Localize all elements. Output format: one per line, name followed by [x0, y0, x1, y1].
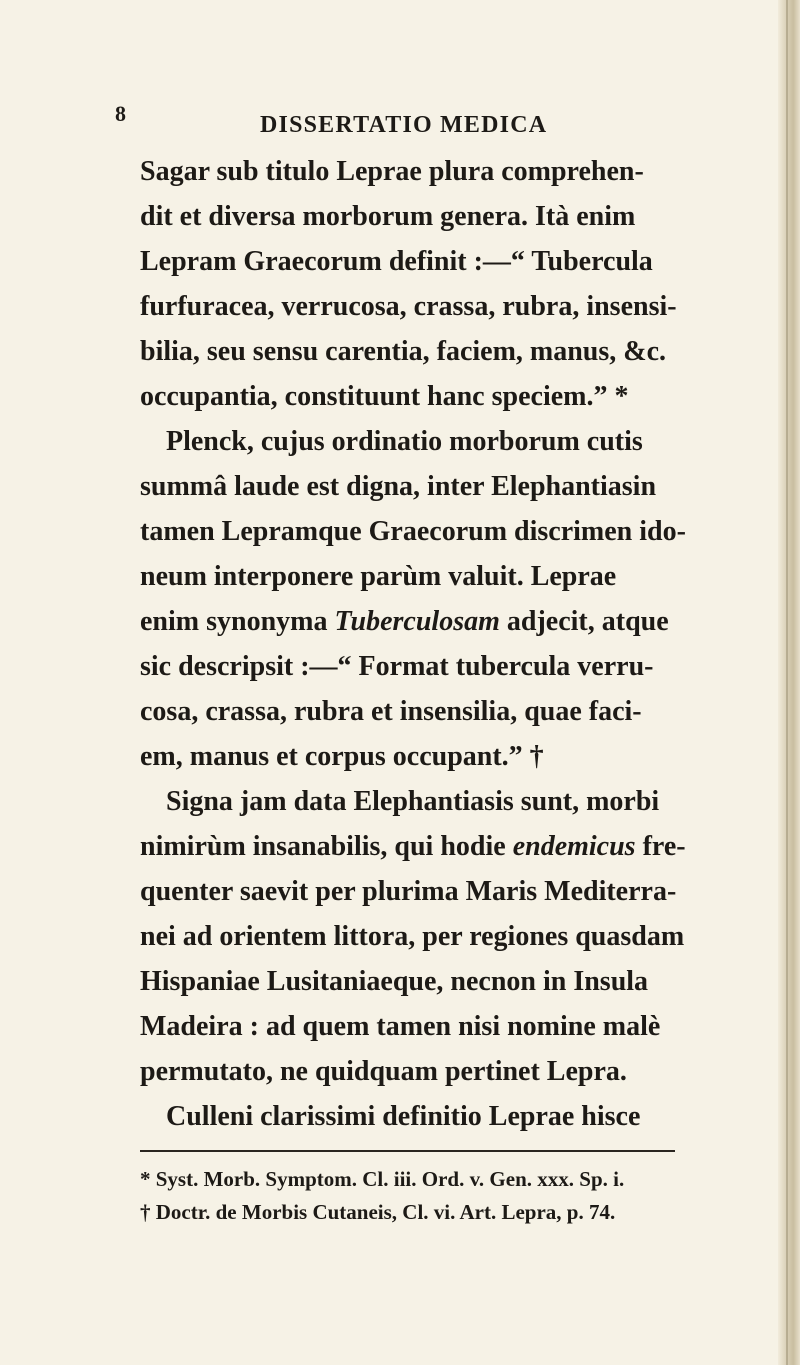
- body-line: tamen Lepramque Graecorum discrimen ido-: [140, 516, 686, 547]
- body-line: furfuracea, verrucosa, crassa, rubra, insensi-: [140, 291, 677, 322]
- body-line: em, manus et corpus occupant.” †: [140, 741, 544, 772]
- body-line: [140, 831, 686, 863]
- body-line: Signa jam data Elephantiasis sunt, morbi: [166, 786, 660, 817]
- body-line: Plenck, cujus ordinatio morborum cutis: [166, 426, 643, 457]
- footnote: † Doctr. de Morbis Cutaneis, Cl. vi. Art. Lepra, p. 74.: [140, 1200, 616, 1224]
- body-line: bilia, seu sensu carentia, faciem, manus, &c.: [140, 336, 667, 367]
- body-line: [140, 606, 669, 638]
- body-line: Lepram Graecorum definit :—“ Tubercula: [140, 246, 653, 277]
- italic-term: Tuberculosam: [334, 606, 500, 637]
- page-edge-shadow: [778, 0, 800, 1365]
- body-line: summâ laude est digna, inter Elephantiasin: [140, 471, 657, 502]
- body-line: occupantia, constituunt hanc speciem.” *: [140, 381, 629, 412]
- footnote: * Syst. Morb. Symptom. Cl. iii. Ord. v. Gen. xxx. Sp. i.: [140, 1167, 625, 1191]
- body-line: dit et diversa morborum genera. Ità enim: [140, 201, 636, 232]
- italic-term: endemicus: [512, 831, 636, 862]
- body-line: quenter saevit per plurima Maris Mediterra-: [140, 876, 677, 907]
- page-edge-line: [786, 0, 788, 1365]
- body-text: adjecit, atque: [506, 606, 669, 637]
- body-line: cosa, crassa, rubra et insensilia, quae faci-: [140, 696, 642, 727]
- body-line: Hispaniae Lusitaniaeque, necnon in Insula: [140, 966, 649, 997]
- body-line: Sagar sub titulo Leprae plura comprehen-: [140, 156, 644, 187]
- body-line: Culleni clarissimi definitio Leprae hisce: [166, 1101, 641, 1132]
- running-head: DISSERTATIO MEDICA: [260, 112, 548, 138]
- body-text: nimirùm insanabilis, qui hodie: [140, 831, 506, 862]
- body-line: Madeira : ad quem tamen nisi nomine malè: [140, 1011, 661, 1042]
- body-text: enim synonyma: [140, 606, 328, 637]
- body-text: fre-: [642, 831, 686, 862]
- footnote-rule: [140, 1150, 675, 1152]
- page-number: 8: [115, 101, 127, 126]
- body-line: neum interponere parùm valuit. Leprae: [140, 561, 617, 592]
- body-line: nei ad orientem littora, per regiones quasdam: [140, 921, 685, 952]
- body-line: sic descripsit :—“ Format tubercula verru-: [140, 651, 654, 682]
- body-line: permutato, ne quidquam pertinet Lepra.: [140, 1056, 627, 1087]
